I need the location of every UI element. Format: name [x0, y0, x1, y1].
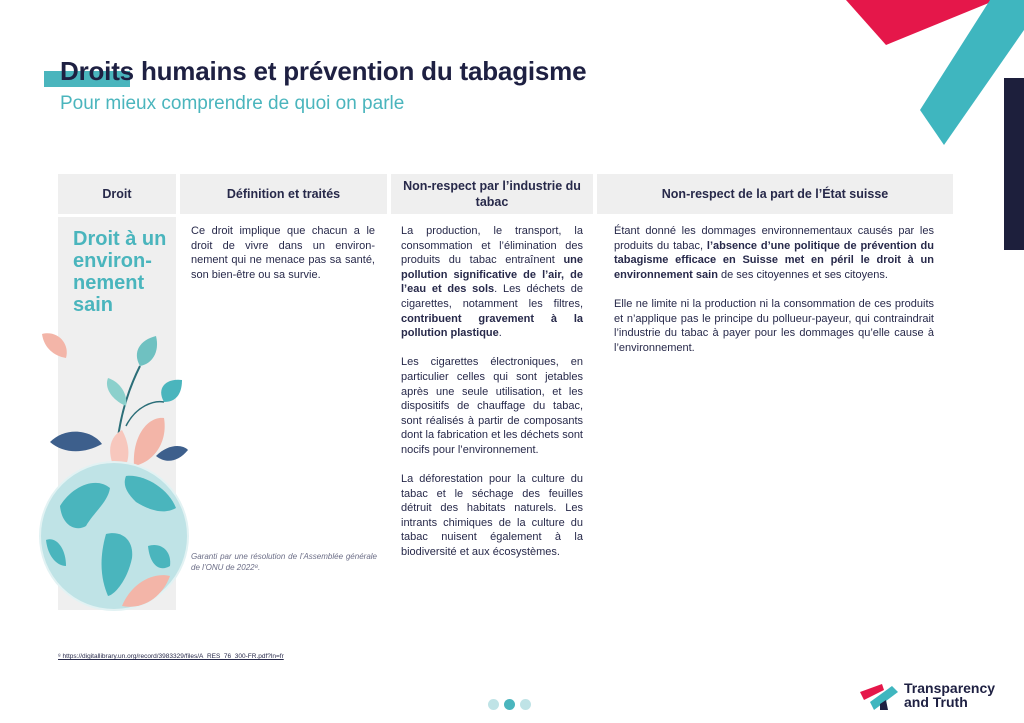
page-dot-3[interactable] — [520, 699, 531, 710]
page-dot-1[interactable] — [488, 699, 499, 710]
industry-paragraph-3: La déforestation pour la culture du tabac et le séchage des feuilles détruit des habitats naturels. Les intrants chimiques de la culture du tabac nuisent également à la biodiversité et aux écosystèmes. — [401, 473, 583, 559]
logo-mark-icon — [860, 680, 900, 710]
column-header-state: Non-respect de la part de l’État suisse — [597, 174, 953, 214]
industry-cell — [401, 224, 583, 560]
definition-text: Ce droit implique que chacun a le droit de vivre dans un environ-nement qui ne menace pas sa santé, son bien-être ou sa survie. — [191, 225, 375, 281]
footnote-link[interactable]: ⁸ https://digitallibrary.un.org/record/3983329/files/A_RES_76_300-FR.pdf?ln=fr — [58, 653, 284, 660]
column-header-industry: Non-respect par l’industrie du tabac — [391, 174, 593, 214]
column-header-droit: Droit — [58, 174, 176, 214]
industry-paragraph-2: Les cigarettes électroniques, en particulier celles qui sont jetables après une seule utilisation, et les dispositifs de chauffage du tabac, sont réalisés à partir de composants dont la fabrication et les déchets sont nocifs pour l’environnement. — [401, 356, 583, 456]
page-subtitle: Pour mieux comprendre de quoi on parle — [60, 93, 405, 114]
page-title: Droits humains et prévention du tabagisme — [60, 56, 587, 86]
navy-side-bar — [1004, 78, 1024, 250]
guarantee-note: Garanti par une résolution de l’Assemblée générale de l’ONU de 2022⁸. — [191, 552, 377, 572]
pagination-dots — [488, 699, 531, 710]
right-name: Droit à un environ-nement sain — [73, 228, 167, 316]
globe-plant-illustration — [36, 326, 192, 616]
industry-paragraph-1: La production, le transport, la consommation et l’élimination des produits du tabac entraînent une pollution significative de l’air, de l’eau et des sols. Les déchets de cigarettes, notamment les filtres, contribuent gravement à la pollution plastique. — [401, 225, 583, 340]
state-cell — [614, 224, 934, 355]
title-block — [44, 56, 587, 87]
transparency-and-truth-logo — [860, 680, 995, 710]
state-paragraph-1: Étant donné les dommages environnementaux causés par les produits du tabac, l’absence d’une politique de prévention du tabagisme efficace en Suisse met en péril le droit à un environnement sain de ses citoyennes et ses citoyens. — [614, 225, 934, 281]
column-header-definition: Définition et traités — [180, 174, 387, 214]
state-paragraph-2: Elle ne limite ni la production ni la consommation de ces produits et n’applique pas le principe du pollueur-payeur, qui contraindrait l’industrie du tabac à payer pour les dommages qu’elle cause à l’environnement. — [614, 297, 934, 354]
page-dot-2[interactable] — [504, 699, 515, 710]
logo-text: Transparency and Truth — [904, 680, 996, 710]
